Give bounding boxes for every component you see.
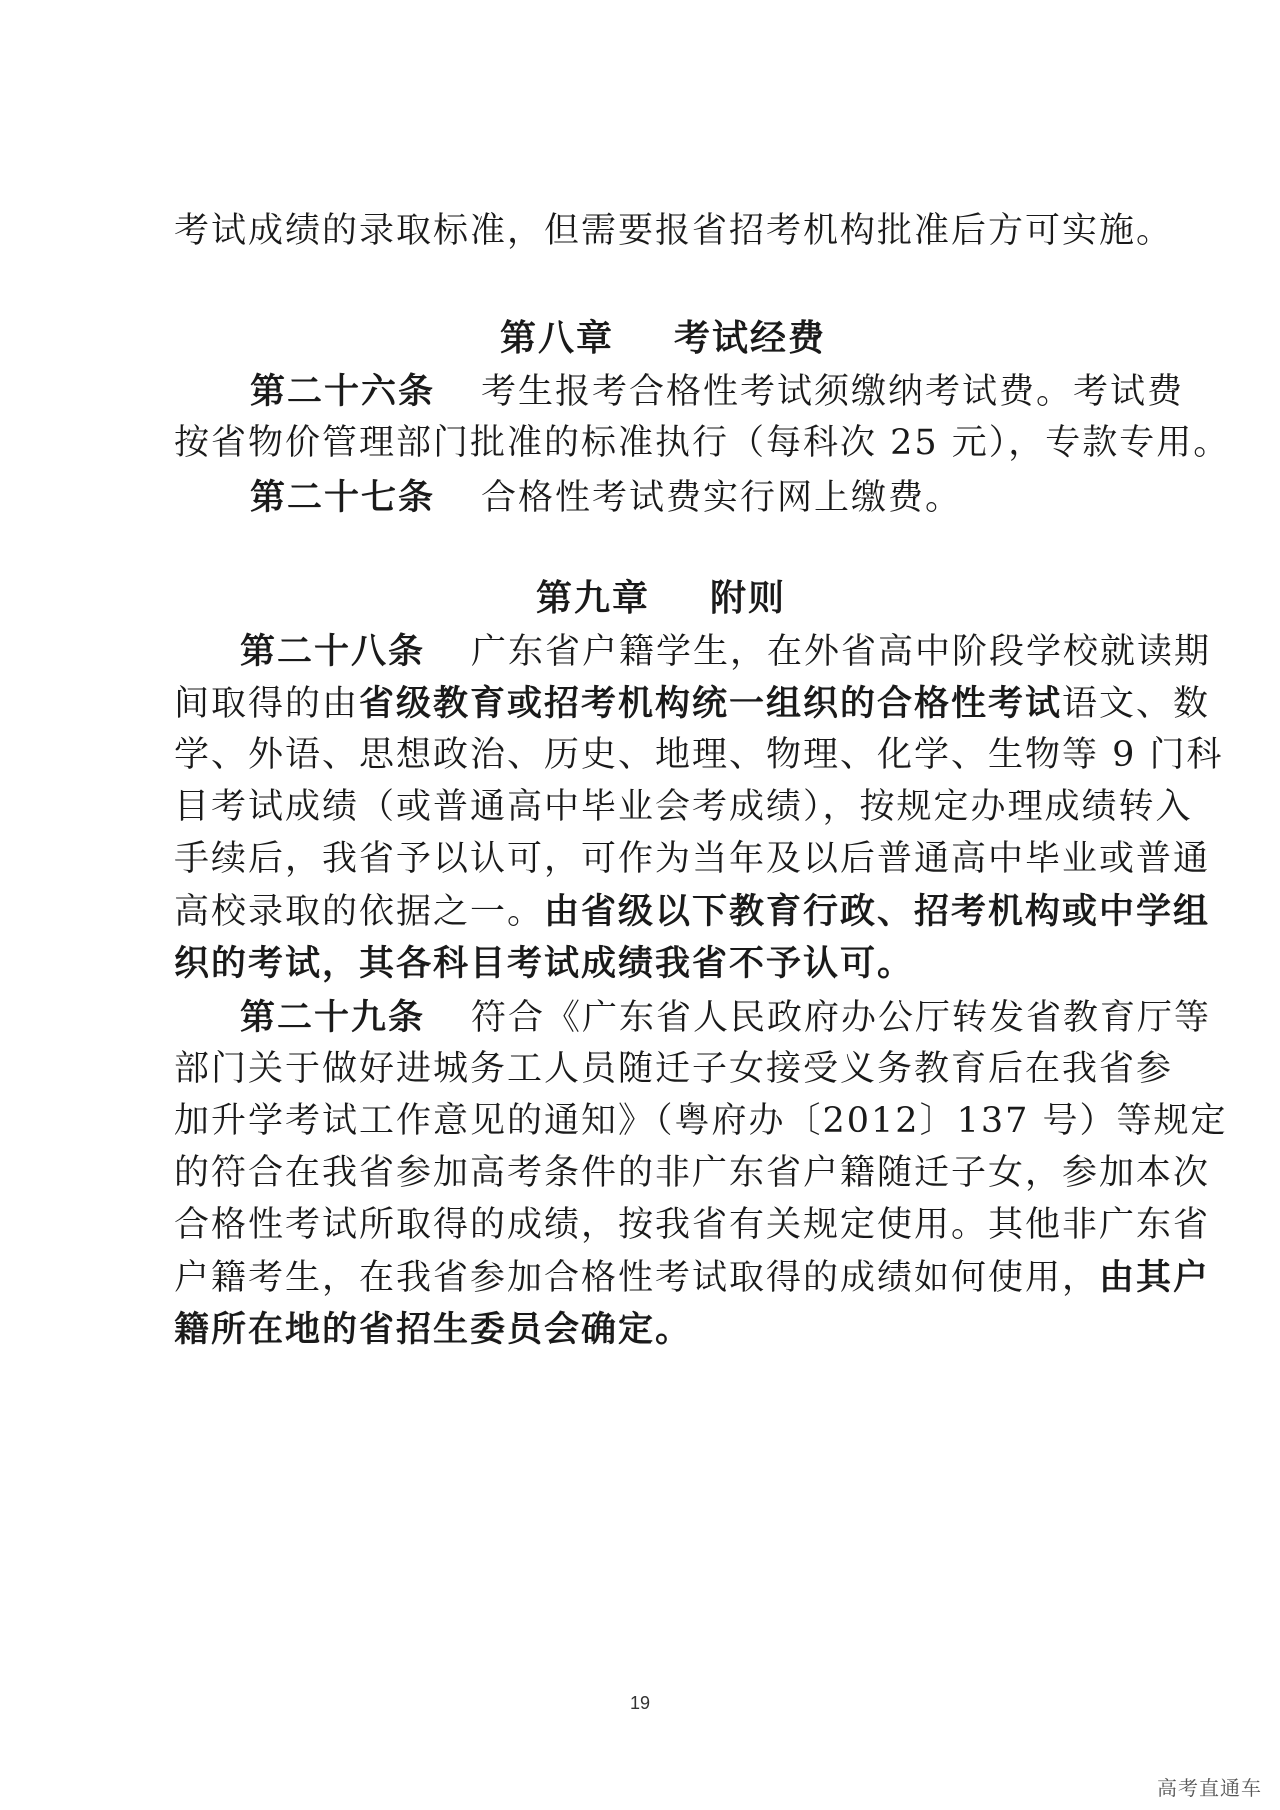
watermark: 高考直通车 [1157, 1776, 1262, 1800]
article-28-line-5: 手续后，我省予以认可，可作为当年及以后普通高中毕业或普通 [174, 839, 1211, 879]
paragraph-continuation: 考试成绩的录取标准，但需要报省招考机构批准后方可实施。 [174, 211, 1174, 251]
article-26-line-1 [250, 370, 1184, 415]
article-29-line-4: 的符合在我省参加高考条件的非广东省户籍随迁子女，参加本次 [174, 1153, 1211, 1193]
article-26-label: 第二十六条 [250, 371, 436, 412]
article-26-line-2: 按省物价管理部门批准的标准执行（每科次 25 元），专款专用。 [174, 423, 1231, 463]
article-28-line-2 [174, 682, 1210, 727]
article-29-line-7: 籍所在地的省招生委员会确定。 [174, 1309, 693, 1350]
article-27-line-1 [250, 476, 962, 521]
article-28-line-7: 织的考试，其各科目考试成绩我省不予认可。 [174, 943, 915, 984]
chapter-9-heading [536, 576, 786, 621]
text-run: 高校录取的依据之一。 [174, 892, 545, 932]
text-run: 间取得的由 [174, 684, 360, 724]
article-29-text: 符合《广东省人民政府办公厅转发省教育厅等 [471, 998, 1212, 1038]
text-run: 语文、数 [1062, 684, 1211, 724]
article-28-line-1 [240, 630, 1211, 675]
article-29-line-5: 合格性考试所取得的成绩，按我省有关规定使用。其他非广东省 [174, 1205, 1211, 1245]
article-28-label: 第二十八条 [240, 631, 426, 672]
chapter-9-number: 第九章 [536, 577, 651, 619]
article-26-text: 考生报考合格性考试须缴纳考试费。考试费 [481, 372, 1185, 412]
emphasis-run: 由其户 [1099, 1257, 1211, 1298]
chapter-8-heading [500, 316, 826, 361]
article-29-line-6 [174, 1256, 1210, 1301]
article-29-label: 第二十九条 [240, 997, 426, 1038]
chapter-8-number: 第八章 [500, 317, 615, 359]
article-28-line-3: 学、外语、思想政治、历史、地理、物理、化学、生物等 9 门科 [174, 735, 1224, 775]
article-27-label: 第二十七条 [250, 477, 436, 518]
article-28-line-4: 目考试成绩（或普通高中毕业会考成绩），按规定办理成绩转入 [174, 787, 1193, 827]
article-27-text: 合格性考试费实行网上缴费。 [481, 478, 963, 518]
emphasis-run: 由省级以下教育行政、招考机构或中学组 [544, 891, 1211, 932]
article-28-line-6 [174, 890, 1210, 935]
emphasis-run: 省级教育或招考机构统一组织的合格性考试 [359, 683, 1063, 724]
article-29-line-1 [240, 996, 1211, 1041]
article-28-text: 广东省户籍学生，在外省高中阶段学校就读期 [471, 632, 1212, 672]
chapter-8-title: 考试经费 [674, 317, 827, 359]
article-29-line-3: 加升学考试工作意见的通知》（粤府办〔2012〕137 号）等规定 [174, 1101, 1228, 1141]
text-run: 户籍考生，在我省参加合格性考试取得的成绩如何使用， [174, 1258, 1100, 1298]
chapter-9-title: 附则 [710, 577, 787, 619]
article-29-line-2: 部门关于做好进城务工人员随迁子女接受义务教育后在我省参 [174, 1049, 1174, 1089]
page-number: 19 [629, 1693, 651, 1713]
